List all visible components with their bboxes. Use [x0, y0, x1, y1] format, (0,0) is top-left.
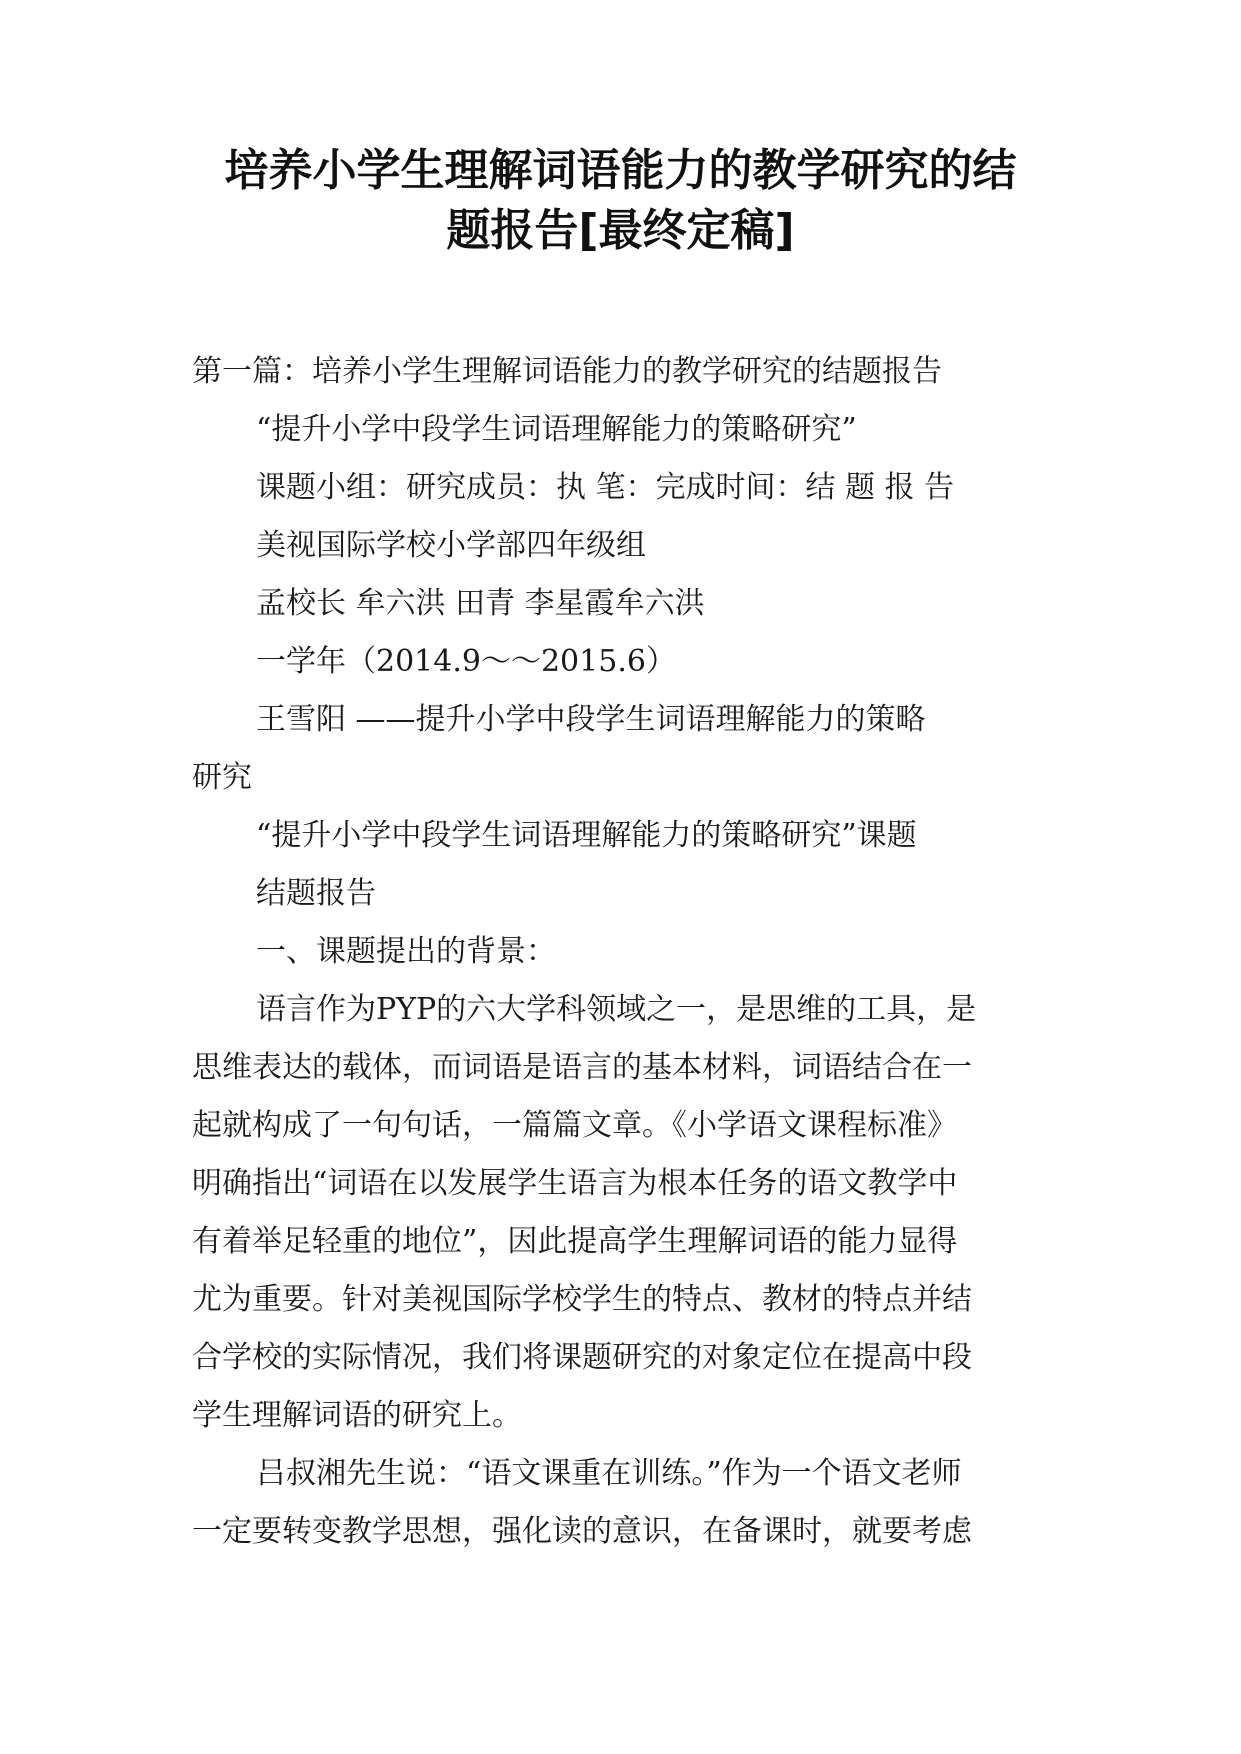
text-line: 结题报告	[256, 876, 376, 911]
document-title-line-2: 题报告[最终定稿]	[446, 205, 795, 256]
paragraph-line: 一定要转变教学思想，强化读的意识，在备课时，就要考虑	[192, 1514, 972, 1549]
paragraph-line: 明确指出“词语在以发展学生语言为根本任务的语文教学中	[192, 1166, 958, 1201]
text-line: 孟校长 牟六洪 田青 李星霞牟六洪	[256, 586, 705, 621]
text-line: “提升小学中段学生词语理解能力的策略研究”	[256, 412, 857, 447]
text-line: “提升小学中段学生词语理解能力的策略研究”课题	[256, 818, 917, 853]
section-heading: 一、课题提出的背景：	[256, 934, 556, 969]
text-line: 第一篇：培养小学生理解词语能力的教学研究的结题报告	[192, 354, 942, 389]
document-title-line-1: 培养小学生理解词语能力的教学研究的结	[224, 145, 1017, 196]
paragraph-line: 起就构成了一句句话，一篇篇文章。《小学语文课程标准》	[192, 1108, 957, 1143]
paragraph-line: 尤为重要。针对美视国际学校学生的特点、教材的特点并结	[192, 1282, 972, 1317]
text-line: 王雪阳 ——提升小学中段学生词语理解能力的策略	[256, 702, 926, 737]
paragraph-line: 合学校的实际情况，我们将课题研究的对象定位在提高中段	[192, 1340, 972, 1375]
paragraph-line: 学生理解词语的研究上。	[192, 1398, 522, 1433]
text-line: 研究	[192, 760, 252, 795]
paragraph-line: 有着举足轻重的地位”，因此提高学生理解词语的能力显得	[192, 1224, 958, 1259]
paragraph-line: 吕叔湘先生说：“语文课重在训练。”作为一个语文老师	[256, 1456, 962, 1491]
paragraph-line: 思维表达的载体，而词语是语言的基本材料，词语结合在一	[192, 1050, 972, 1085]
text-line: 美视国际学校小学部四年级组	[256, 528, 646, 563]
paragraph-line: 语言作为PYP的六大学科领域之一，是思维的工具，是	[256, 992, 977, 1027]
text-line: 一学年（2014.9～～2015.6）	[256, 644, 676, 679]
text-line: 课题小组：研究成员：执 笔：完成时间：结 题 报 告	[256, 470, 955, 505]
